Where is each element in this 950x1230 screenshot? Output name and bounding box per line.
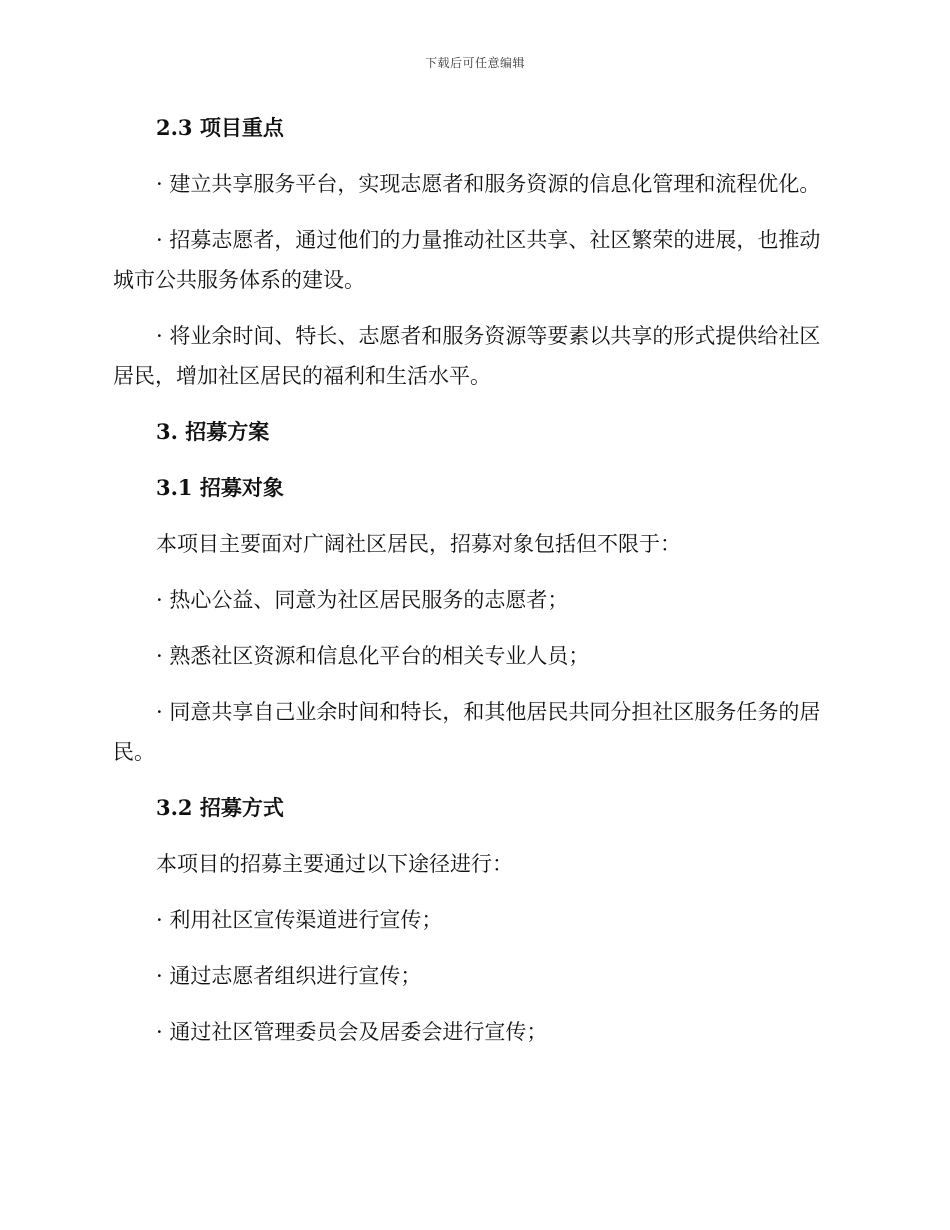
bullet-paragraph: · 同意共享自己业余时间和特长，和其他居民共同分担社区服务任务的居民。: [113, 700, 821, 764]
bullet-paragraph: · 招募志愿者，通过他们的力量推动社区共享、社区繁荣的进展，也推动城市公共服务体系的建设。: [113, 228, 821, 292]
section-heading-2-3: 2.3 项目重点: [156, 115, 284, 140]
intro-paragraph: 本项目的招募主要通过以下途径进行：: [156, 852, 513, 876]
section-heading-3-1: 3.1 招募对象: [156, 475, 284, 500]
bullet-paragraph: · 通过社区管理委员会及居委会进行宣传；: [156, 1020, 548, 1044]
intro-paragraph: 本项目主要面对广阔社区居民，招募对象包括但不限于：: [156, 532, 681, 556]
bullet-paragraph: · 熟悉社区资源和信息化平台的相关专业人员；: [156, 644, 590, 668]
bullet-paragraph: · 将业余时间、特长、志愿者和服务资源等要素以共享的形式提供给社区居民，增加社区居民的福利和生活水平。: [113, 324, 821, 388]
bullet-paragraph: · 建立共享服务平台，实现志愿者和服务资源的信息化管理和流程优化。: [156, 172, 821, 196]
section-heading-3: 3. 招募方案: [156, 419, 270, 444]
bullet-paragraph: · 通过志愿者组织进行宣传；: [156, 964, 422, 988]
document-body: [113, 108, 825, 1068]
bullet-paragraph: · 热心公益、同意为社区居民服务的志愿者；: [156, 588, 569, 612]
bullet-paragraph: · 利用社区宣传渠道进行宣传；: [156, 908, 443, 932]
page-header: 下载后可任意编辑: [424, 56, 525, 70]
section-heading-3-2: 3.2 招募方式: [156, 795, 284, 820]
